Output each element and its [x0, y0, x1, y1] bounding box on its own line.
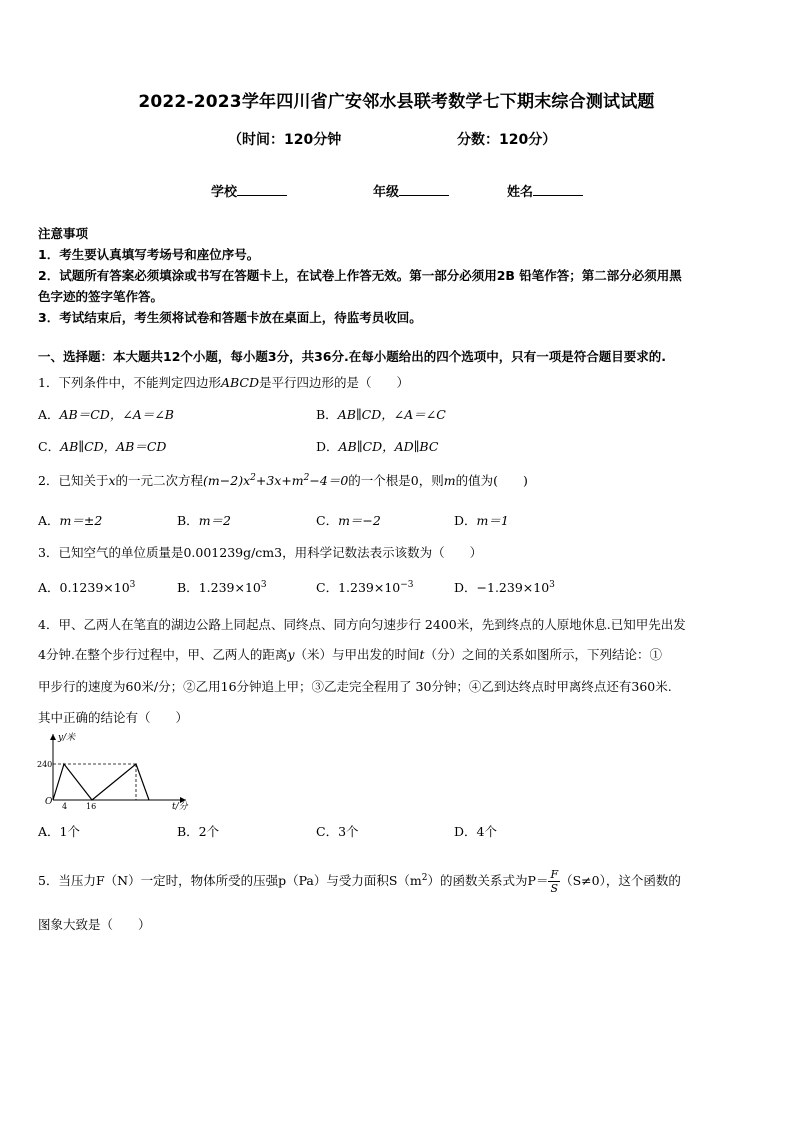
- notice-item-2a: 2．试题所有答案必须填涂或书写在答题卡上，在试卷上作答无效。第一部分必须用2B 铅笔作答；第二部分必须用黑: [38, 268, 682, 283]
- q1-var: ABCD: [220, 375, 259, 390]
- name-label: 姓名: [507, 185, 534, 200]
- notice-item-2b: 色字迹的签字笔作答。: [38, 289, 164, 304]
- school-label: 学校: [211, 185, 238, 200]
- distance-curve: [53, 764, 149, 800]
- q1-post: 是平行四边形的是（ ）: [259, 375, 410, 390]
- name-field: [507, 181, 583, 200]
- exam-score: 分数：120分）: [457, 132, 557, 148]
- q3-option-d: D．$-1.239\times 10^3$: [454, 579, 555, 595]
- grade-label: 年级: [373, 185, 400, 200]
- q4-option-d: D．4个: [454, 824, 497, 839]
- y-tick-240: 240: [37, 760, 53, 769]
- distance-time-graph: [36, 730, 196, 810]
- question-2: 2．已知关于x的一元二次方程$(m-2)x^2+3x+m^2-4=0$的一个根是0，则m的值为( ): [38, 472, 528, 488]
- q1-option-b: B．AB∥CD，∠A＝∠C: [316, 407, 446, 422]
- x-tick-4: 4: [62, 802, 68, 810]
- school-blank: [237, 182, 287, 196]
- q2-option-a: A．m＝±2: [38, 513, 103, 528]
- school-field: [211, 181, 287, 200]
- q4-option-b: B．2个: [177, 824, 220, 839]
- grade-blank: [399, 182, 449, 196]
- q3-option-a: A．$0.1239\times 10^3$: [38, 579, 136, 595]
- question-4-line-4: 其中正确的结论有（ ）: [38, 710, 189, 725]
- q4-option-a: A．1个: [38, 824, 80, 839]
- name-blank: [533, 182, 583, 196]
- q1-option-c: C．AB∥CD，AB＝CD: [38, 439, 167, 454]
- x-tick-16: 16: [86, 802, 97, 810]
- q1-option-a: A．AB＝CD，∠A＝∠B: [38, 407, 174, 422]
- notice-item-3: 3．考试结束后，考生须将试卷和答题卡放在桌面上，待监考员收回。: [38, 310, 422, 325]
- notice-item-1: 1．考生要认真填写考场号和座位序号。: [38, 247, 260, 262]
- question-5-line-1: 5．当压力F（N）一定时，物体所受的压强p（Pa）与受力面积$S(m^2)$的函数关系式为P＝ $\frac{F}{S}$ （S≠0），这个函数的: [38, 868, 681, 895]
- q4-option-c: C．3个: [316, 824, 359, 839]
- pressure-fraction: $\frac{F}{S}$: [550, 868, 559, 895]
- page-title: 2022-2023学年四川省广安邻水县联考数学七下期末综合测试试题: [138, 92, 655, 112]
- question-3: 3．已知空气的单位质量是0.001239g/cm3，用科学记数法表示该数为（ ）: [38, 545, 483, 560]
- q2-option-b: B．m＝2: [177, 513, 231, 528]
- question-4-line-3: 甲步行的速度为60米/分；②乙用16分钟追上甲；③乙走完全程用了 30分钟；④乙到达终点时甲离终点还有360米.: [38, 679, 672, 694]
- question-1: [38, 373, 409, 391]
- x-axis-label: t/分: [172, 802, 188, 810]
- exam-time: （时间：120分钟: [228, 132, 342, 148]
- q3-option-c: C．$1.239\times 10^{-3}$: [316, 579, 414, 595]
- origin-label: O: [45, 797, 53, 807]
- y-axis-arrow: [50, 734, 56, 740]
- q2-option-c: C．m＝−2: [316, 513, 381, 528]
- notice-heading: 注意事项: [38, 226, 89, 241]
- q1-option-d: D．AB∥CD，AD∥BC: [316, 439, 439, 454]
- question-4-line-2: 4分钟.在整个步行过程中，甲、乙两人的距离y（米）与甲出发的时间t（分）之间的关系如图所示，下列结论：①: [38, 647, 663, 662]
- question-5-line-2: 图象大致是（ ）: [38, 917, 151, 932]
- question-4-line-1: 4．甲、乙两人在笔直的湖边公路上同起点、同终点、同方向匀速步行 2400米，先到终点的人原地休息.已知甲先出发: [38, 617, 686, 632]
- section-heading: 一、选择题：本大题共12个小题，每小题3分，共36分.在每小题给出的四个选项中，只有一项是符合题目要求的.: [38, 349, 666, 364]
- y-axis-label: y/米: [58, 733, 76, 743]
- q2-option-d: D．m＝1: [454, 513, 509, 528]
- q1-pre: 1．下列条件中，不能判定四边形: [38, 375, 221, 390]
- q3-option-b: B．$1.239\times 10^3$: [177, 579, 267, 595]
- grade-field: [373, 181, 449, 200]
